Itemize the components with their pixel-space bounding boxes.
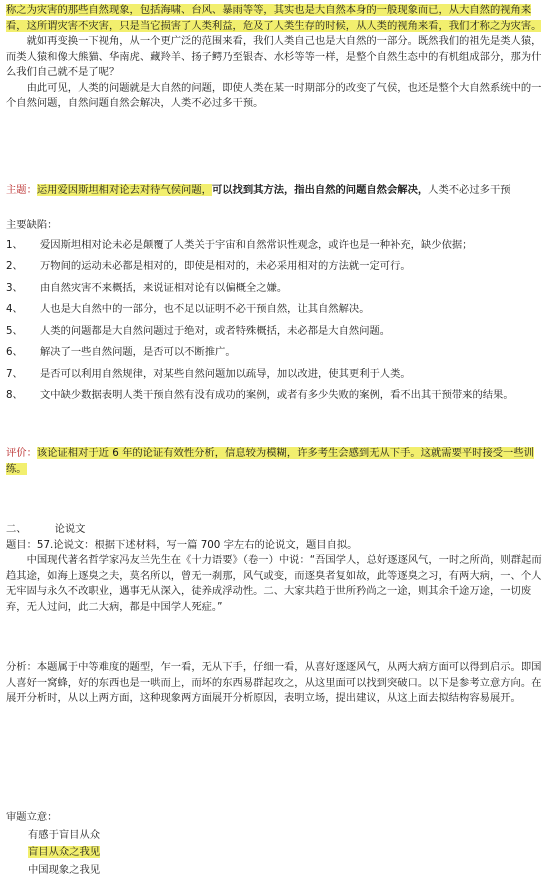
analysis-block (6, 660, 542, 707)
theme-text-3: 人类不必过多干预 (428, 184, 511, 196)
flaws-heading: 主要缺陷： (6, 219, 58, 231)
comment-text: 该论证相对于近 6 年的论证有效性分析，信息较为模糊，许多考生会感到无从下手。这就需要平时接受一些训练。 (6, 447, 534, 475)
flaw-item: 8、 文中缺少数据表明人类干预自然有没有成功的案例，或者有多少失败的案例，看不出其干预带来的结果。 (6, 389, 514, 401)
comment-label: 评价： (6, 447, 37, 459)
section-2-material: 中国现代著名哲学家冯友兰先生在《十力语要》（卷一）中说：“吾国学人，总好逐逐风气，一时之所尚，则群起而趋其途，如海上逐臭之夫，莫名所以，曾无一刹那，风气或变，而逐臭者复如故，此等逐臭之习，有两大病，一、个人无牢固与永久不改职业，遇事无从深入，徒养成浮动性。二、大家共趋于世所矜尚之一途，则其余千途万途，一切废弃，无人过问，此二大病，都是中国学人死症。” (6, 554, 542, 613)
theme-line (6, 183, 542, 199)
flaws-section (6, 218, 542, 404)
comment-block (6, 446, 542, 477)
section-2-number: 二、 (6, 523, 27, 535)
analysis-text: 本题属于中等难度的题型，乍一看，无从下手，仔细一看，从喜好逐逐风气，从两大病方面可以得到启示。即国人喜好一窝蜂，好的东西也是一哄而上，而坏的东西易群起攻之，从这里面可以找到突破口。以下是参考立意方向。在展开分析时，从以上两方面，这种现象两方面展开分析原因，表明立场，提出建议，从这上面去拟结构容易展开。 (6, 661, 542, 704)
theme-text-2: 可以找到其方法，指出自然的问题自然会解决， (211, 184, 429, 196)
flaw-item: 1、 爱因斯坦相对论未必是颠覆了人类关于宇宙和自然常识性观念，或许也是一种补充，缺少依据； (6, 238, 473, 251)
passage-paragraph-2: 就如再变换一下视角，从一个更广泛的范围来看，我们人类自己也是大自然的一部分。既然我们的祖先是类人猿，而类人猿和像大熊猫、华南虎、藏羚羊、扬子鳄乃至银杏、水杉等等一样，是整个自然生态中的有机组成部分，那为什么我们自己就不是了呢？ (6, 35, 542, 78)
flaw-item: 5、 人类的问题都是大自然问题过于绝对，或者特殊概括，未必都是大自然问题。 (6, 324, 391, 337)
theme-block (6, 183, 542, 199)
ideas-heading: 审题立意： (6, 811, 58, 823)
analysis-line (6, 660, 542, 707)
flaw-item: 4、 人也是大自然中的一部分，也不足以证明不必干预自然，让其自然解决。 (6, 303, 370, 315)
passage-paragraph-3: 由此可见，人类的问题就是大自然的问题，即使人类在某一时期部分的改变了气侯，也还是整个大自然系统中的一个自然问题，自然问题自然会解决，人类不必过多干预。 (6, 81, 542, 109)
section-2 (6, 522, 542, 615)
idea-item: 有感于盲目从众 (28, 828, 101, 841)
flaw-item: 2、 万物间的运动未必都是相对的，即使是相对的，未必采用相对的方法就一定可行。 (6, 260, 411, 272)
passage (6, 3, 542, 112)
passage-paragraph-1: 称之为灾害的那些自然现象，包括海啸、台风、暴雨等等，其实也是大自然本身的一般现象而已，从大自然的视角来看，这所谓灾害不灾害，只是当它损害了人类利益，危及了人类生存的时候，从人类的视角来看，我们才称之为灾害。 (6, 4, 542, 32)
theme-text-1: 运用爱因斯坦相对论去对待气侯问题， (36, 184, 212, 196)
theme-label: 主题： (6, 184, 37, 196)
comment-line (6, 446, 542, 477)
section-2-prompt: 题目：57.论说文：根据下述材料，写一篇 700 字左右的论说文，题目自拟。 (6, 538, 358, 551)
flaws-list (6, 238, 542, 404)
flaw-item: 6、 解决了一些自然问题，是否可以不断推广。 (6, 346, 236, 358)
idea-item: 盲目从众之我见 (28, 846, 101, 858)
analysis-label: 分析： (6, 661, 37, 673)
ideas-section (6, 810, 542, 878)
flaw-item: 3、 由自然灾害不来概括，来说证相对论有以偏概全之嫌。 (6, 281, 288, 294)
section-2-heading (6, 522, 542, 538)
idea-item: 中国现象之我见 (28, 863, 101, 876)
section-2-title: 论说文 (54, 523, 86, 535)
flaw-item: 7、 是否可以利用自然规律，对某些自然问题加以疏导，加以改进，使其更利于人类。 (6, 367, 411, 380)
